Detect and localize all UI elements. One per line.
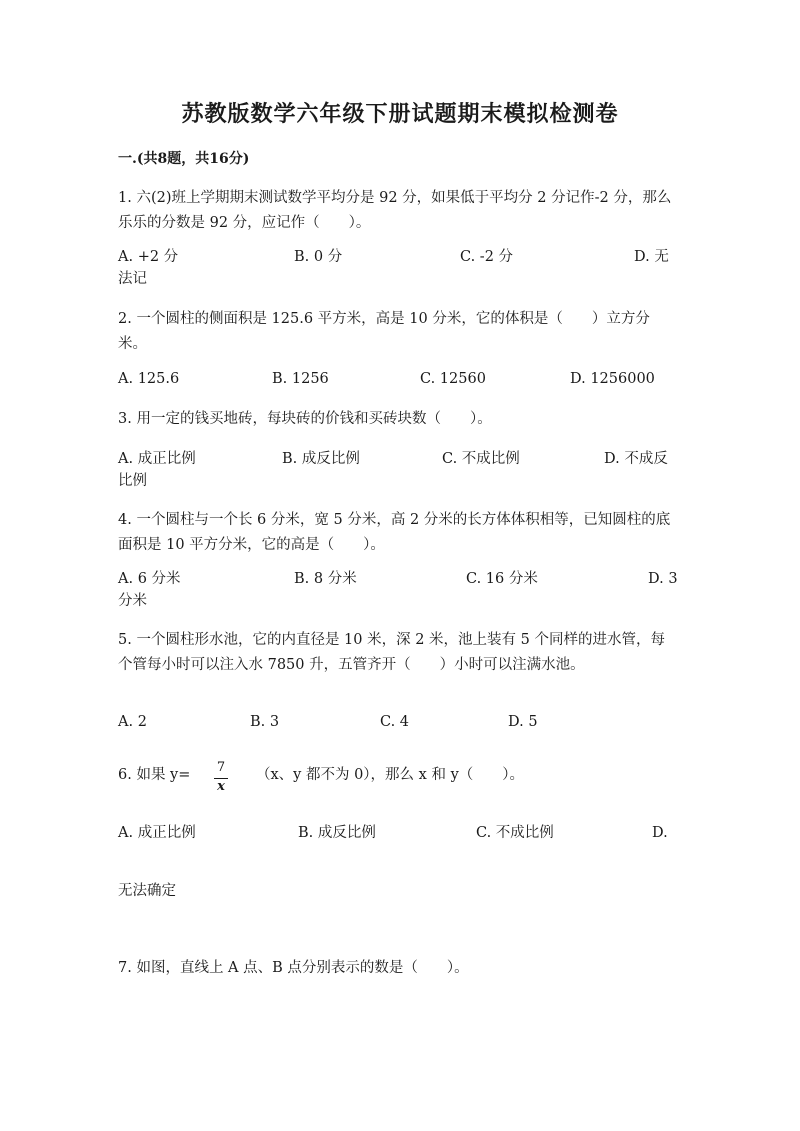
q3-option-b: B. 成反比例 <box>282 451 360 467</box>
q4-option-d: D. 3 <box>648 571 678 587</box>
section-heading: 一.(共8题，共16分) <box>118 151 250 167</box>
fraction-bar <box>214 778 228 779</box>
q6-option-d: D. <box>652 825 668 841</box>
question-3-text: 3. 用一定的钱买地砖，每块砖的价钱和买砖块数（ ）。 <box>118 411 492 427</box>
q6-option-c: C. 不成比例 <box>476 825 554 841</box>
q1-option-d-cont: 法记 <box>118 271 147 287</box>
q3-option-a: A. 成正比例 <box>118 451 196 467</box>
q1-option-d: D. 无 <box>634 249 669 265</box>
q5-option-d: D. 5 <box>508 714 538 730</box>
question-7-text: 7. 如图，直线上 A 点、B 点分别表示的数是（ ）。 <box>118 960 469 976</box>
question-6-prefix: 6. 如果 y= <box>118 767 191 783</box>
question-2-text: 2. 一个圆柱的侧面积是 125.6 平方米，高是 10 分米，它的体积是（ ）立方分米。 <box>118 311 650 352</box>
q4-option-c: C. 16 分米 <box>466 571 538 587</box>
q3-option-d: D. 不成反 <box>604 451 668 467</box>
q4-option-d-cont: 分米 <box>118 593 147 609</box>
q2-option-a: A. 125.6 <box>118 371 180 387</box>
q5-option-c: C. 4 <box>380 714 410 730</box>
q6-option-d-cont: 无法确定 <box>118 883 176 899</box>
q1-option-a: A. +2 分 <box>118 249 179 265</box>
q6-option-a: A. 成正比例 <box>118 825 196 841</box>
question-6-suffix: （x、y 都不为 0），那么 x 和 y（ ）。 <box>256 767 525 783</box>
q2-option-c: C. 12560 <box>420 371 486 387</box>
fraction-denominator: x <box>217 779 225 794</box>
q4-option-a: A. 6 分米 <box>118 571 181 587</box>
q6-option-b: B. 成反比例 <box>298 825 376 841</box>
q5-option-a: A. 2 <box>118 714 147 730</box>
q5-option-b: B. 3 <box>250 714 280 730</box>
q4-option-b: B. 8 分米 <box>294 571 357 587</box>
question-5-text: 5. 一个圆柱形水池，它的内直径是 10 米，深 2 米，池上装有 5 个同样的进水管，每个管每小时可以注入水 7850 升，五管齐开（ ）小时可以注满水池。 <box>118 632 665 673</box>
page-title: 苏教版数学六年级下册试题期末模拟检测卷 <box>181 101 619 127</box>
q3-option-d-cont: 比例 <box>118 473 147 489</box>
q3-option-c: C. 不成比例 <box>442 451 520 467</box>
question-4-text: 4. 一个圆柱与一个长 6 分米，宽 5 分米，高 2 分米的长方体体积相等，已知圆柱的底面积是 10 平方分米，它的高是（ ）。 <box>118 512 671 553</box>
fraction-numerator: 7 <box>216 760 226 775</box>
q1-option-c: C. -2 分 <box>460 249 514 265</box>
question-1-text: 1. 六(2)班上学期期末测试数学平均分是 92 分，如果低于平均分 2 分记作-2 分，那么乐乐的分数是 92 分，应记作（ ）。 <box>118 190 672 231</box>
q2-option-b: B. 1256 <box>272 371 329 387</box>
q1-option-b: B. 0 分 <box>294 249 343 265</box>
q2-option-d: D. 1256000 <box>570 371 655 387</box>
